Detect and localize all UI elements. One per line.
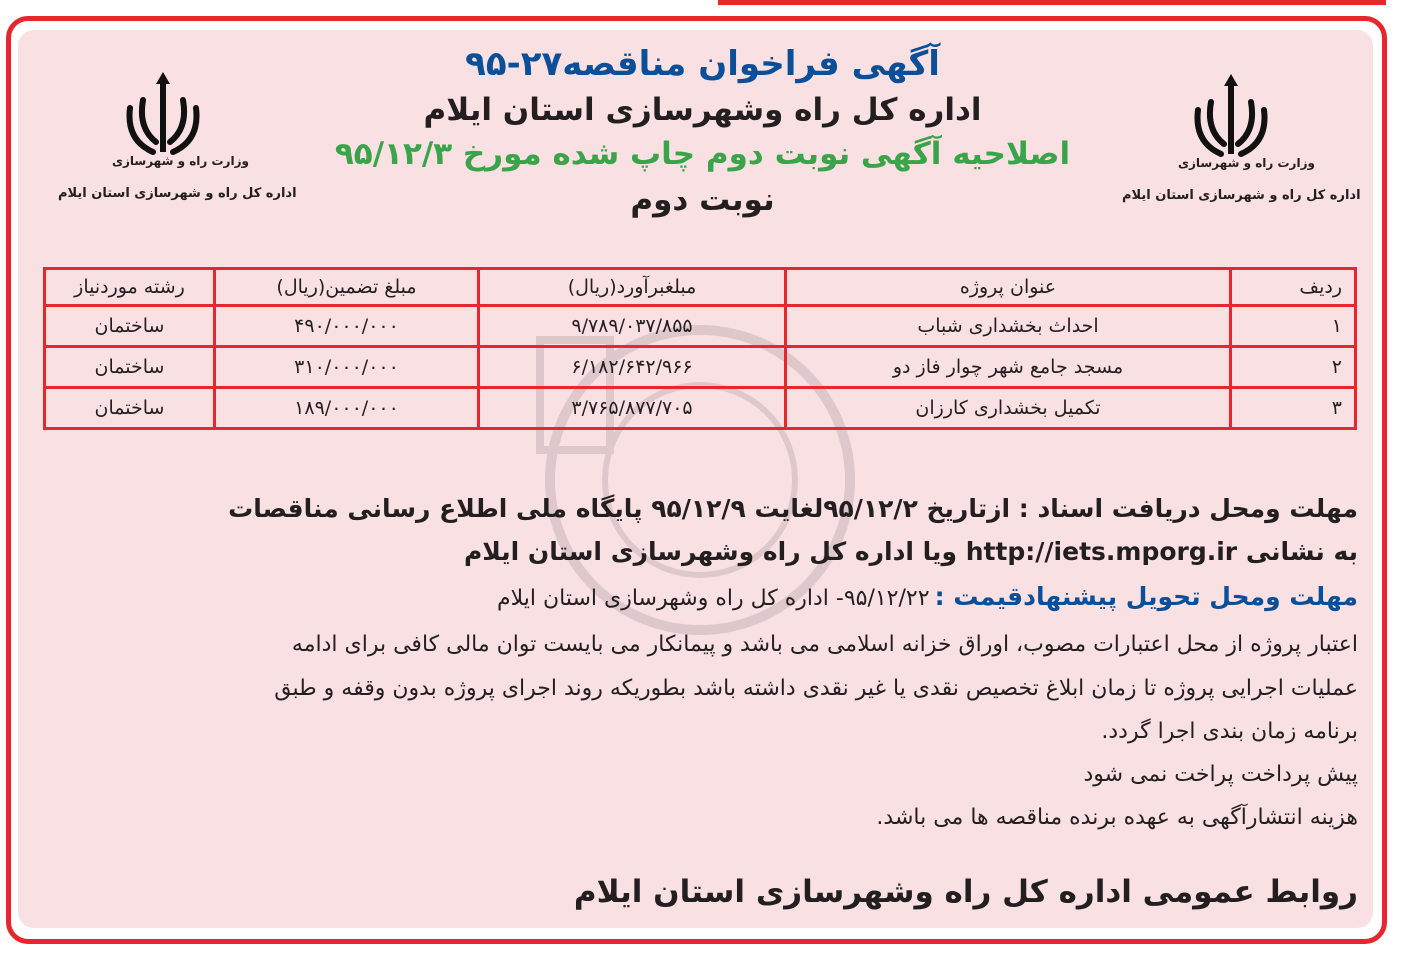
required-field: ساختمان [45,306,215,347]
header-estimate: مبلغبرآورد(ریال) [479,269,786,306]
estimate-amount: ۹/۷۸۹/۰۳۷/۸۵۵ [479,306,786,347]
table-row [45,388,1356,429]
credit-paragraph-1: اعتبار پروژه از محل اعتبارات مصوب، اوراق خزانه اسلامی می باشد و پیمانکار می بایست توان مالی کافی برای ادامه [291,632,1358,657]
guarantee-amount: ۱۸۹/۰۰۰/۰۰۰ [215,388,479,429]
tender-title: آگهی فراخوان مناقصه۲۷-۹۵ [465,44,940,84]
header-project-title: عنوان پروژه [786,269,1231,306]
credit-paragraph-2: عملیات اجرایی پروژه تا زمان ابلاغ تخصیص نقدی یا غیر نقدی داشته باشد بطوریکه روند اجرای پروژه بدون وقفه و طبق [274,676,1358,701]
proposal-deadline-value: ۹۵/۱۲/۲۲- اداره کل راه وشهرسازی استان ایلام [497,586,930,611]
estimate-amount: ۳/۷۶۵/۸۷۷/۷۰۵ [479,388,786,429]
proposal-deadline-label: مهلت ومحل تحویل پیشنهادقیمت : [934,582,1358,611]
documents-deadline-line: مهلت ومحل دریافت اسناد : ازتاریخ ۹۵/۱۲/۲لغایت ۹۵/۱۲/۹ پایگاه ملی اطلاع رسانی مناقصات [228,494,1358,523]
guarantee-amount: ۳۱۰/۰۰۰/۰۰۰ [215,347,479,388]
required-field: ساختمان [45,347,215,388]
correction-title: اصلاحیه آگهی نوبت دوم چاپ شده مورخ ۹۵/۱۲/۳ [334,136,1071,172]
header-guarantee: مبلغ تضمین(ریال) [215,269,479,306]
ministry-name-right: وزارت راه و شهرسازی [1178,156,1315,170]
header-required-field: رشته موردنیاز [45,269,215,306]
round-title: نوبت دوم [630,182,775,218]
project-title: احداث بخشداری شباب [786,306,1231,347]
top-red-line [718,0,1386,5]
proposal-deadline-line [497,582,1358,611]
estimate-amount: ۶/۱۸۲/۶۴۲/۹۶۶ [479,347,786,388]
row-number: ۱ [1231,306,1356,347]
prepayment-note: پیش پرداخت پراخت نمی شود [1083,762,1358,787]
header-row-number: ردیف [1231,269,1356,306]
table-row [45,306,1356,347]
row-number: ۲ [1231,347,1356,388]
project-title: مسجد جامع شهر چوار فاز دو [786,347,1231,388]
table-row [45,347,1356,388]
table-header-row [45,269,1356,306]
organization-title: اداره کل راه وشهرسازی استان ایلام [423,92,982,128]
guarantee-amount: ۴۹۰/۰۰۰/۰۰۰ [215,306,479,347]
office-name-right: اداره کل راه و شهرسازی استان ایلام [1122,188,1361,203]
emblem-right-icon [1186,72,1276,167]
publication-cost-note: هزینه انتشارآگهی به عهده برنده مناقصه ها می باشد. [876,805,1358,830]
ministry-name-left: وزارت راه و شهرسازی [112,154,249,168]
public-relations-signature: روابط عمومی اداره کل راه وشهرسازی استان ایلام [573,874,1358,910]
credit-paragraph-3: برنامه زمان بندی اجرا گردد. [1101,719,1358,744]
required-field: ساختمان [45,388,215,429]
project-title: تکمیل بخشداری کارزان [786,388,1231,429]
emblem-left-icon [118,70,208,165]
documents-address-line: به نشانی http://iets.mporg.ir ویا اداره کل راه وشهرسازی استان ایلام [463,537,1358,566]
row-number: ۳ [1231,388,1356,429]
office-name-left: اداره کل راه و شهرسازی استان ایلام [58,186,297,201]
projects-table [43,267,1357,430]
